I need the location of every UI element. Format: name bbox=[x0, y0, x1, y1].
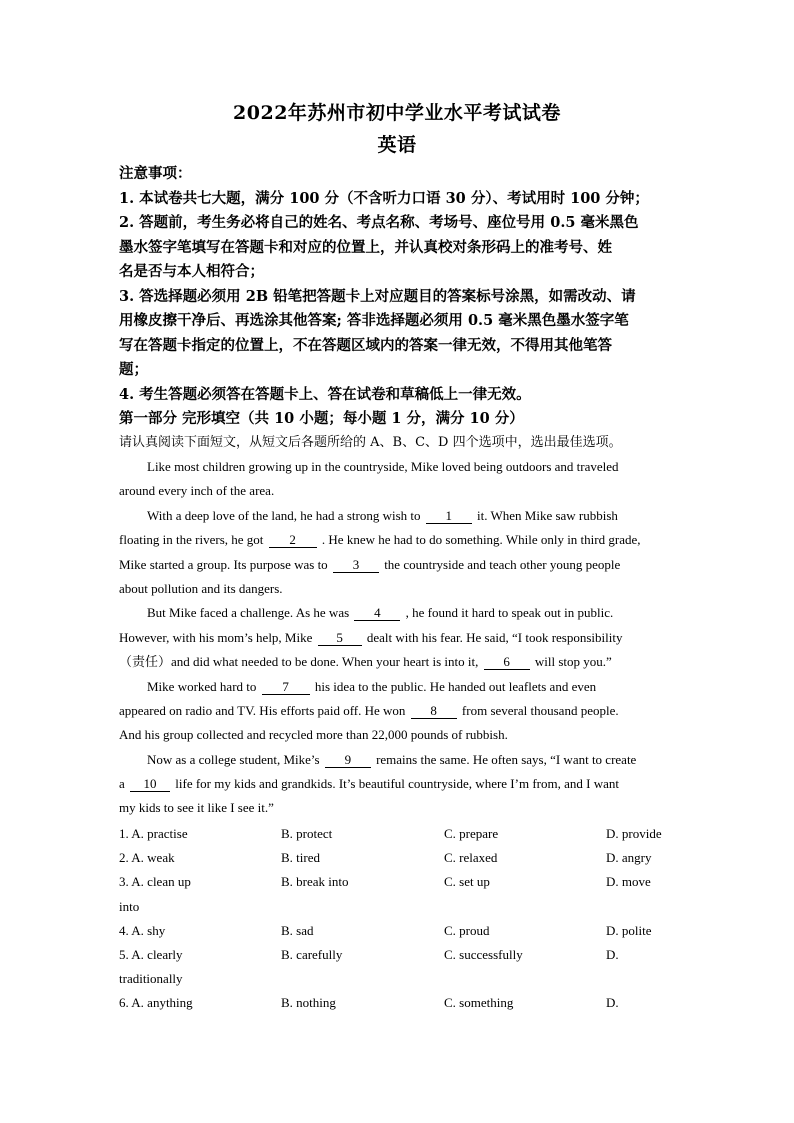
blank-8: 8 bbox=[411, 704, 457, 719]
note-line: 题； bbox=[119, 361, 148, 378]
note-line: 4. 考生答题必须答在答题卡上、答在试卷和草稿低上一律无效。 bbox=[119, 385, 531, 403]
blank-7: 7 bbox=[262, 680, 310, 695]
blank-1: 1 bbox=[426, 509, 472, 524]
option-c: C. prepare bbox=[444, 826, 499, 841]
option-d: D. move bbox=[606, 874, 651, 890]
answer-options bbox=[119, 822, 684, 1016]
passage-text: . He knew he had to do something. While only in third grade, bbox=[321, 532, 641, 548]
section-heading: 第一部分 完形填空（共 10 小题；每小题 1 分，满分 10 分） bbox=[119, 410, 524, 427]
passage-line bbox=[119, 528, 684, 552]
option-c: C. something bbox=[444, 995, 514, 1011]
passage-text: However, with his mom’s help, Mike bbox=[119, 629, 313, 645]
option-b: B. sad bbox=[281, 922, 314, 938]
note-line: 1. 本试卷共七大题，满分 100 分（不含听力口语 30 分）、考试用时 100 分钟； bbox=[119, 189, 649, 207]
passage-text: （责任）and did what needed to be done. When your heart is into it, bbox=[119, 654, 479, 670]
option-a: 2. A. weak bbox=[119, 850, 175, 866]
exam-title: 2022年苏州市初中学业水平考试试卷 bbox=[233, 102, 561, 124]
note-line: 用橡皮擦干净后、再选涂其他答案; 答非选择题必须用 0.5 毫米黑色墨水签字笔 bbox=[119, 312, 629, 329]
passage-text: , he found it hard to speak out in public. bbox=[405, 605, 614, 621]
option-b: B. protect bbox=[281, 826, 333, 841]
note-line: 写在答题卡指定的位置上，不在答题区域内的答案一律无效，不得用其他笔答 bbox=[119, 336, 612, 354]
option-row bbox=[119, 822, 684, 846]
option-row-wrap bbox=[119, 967, 684, 991]
passage-line bbox=[119, 553, 684, 577]
passage-line: about pollution and its dangers. bbox=[119, 580, 283, 596]
passage-text: life for my kids and grandkids. It’s beautiful countryside, where I’m from, and I want bbox=[175, 776, 619, 792]
option-row bbox=[119, 870, 684, 894]
passage-text: With a deep love of the land, he had a strong wish to bbox=[147, 507, 421, 523]
passage-text: it. When Mike saw rubbish bbox=[477, 507, 618, 523]
option-row bbox=[119, 991, 684, 1015]
passage-line bbox=[119, 699, 684, 723]
note-line: 3. 答选择题必须用 2B 铅笔把答题卡上对应题目的答案标号涂黑，如需改动、请 bbox=[119, 287, 636, 305]
option-d: D. angry bbox=[606, 850, 652, 866]
option-wrap-text: traditionally bbox=[119, 971, 183, 987]
exam-subject: 英语 bbox=[377, 134, 417, 156]
passage-text: Mike worked hard to bbox=[147, 678, 257, 694]
option-d: D. polite bbox=[606, 922, 652, 938]
notes-heading: 注意事项： bbox=[119, 165, 192, 182]
note-line: 名是否与本人相符合； bbox=[119, 263, 264, 280]
option-d: D. bbox=[606, 995, 619, 1011]
passage-text: will stop you.” bbox=[534, 654, 612, 670]
option-row bbox=[119, 919, 684, 943]
passage-text: floating in the rivers, he got bbox=[119, 532, 264, 548]
option-row-wrap bbox=[119, 895, 684, 919]
note-line: 墨水签字笔填写在答题卡和对应的位置上，并认真校对条形码上的准考号、姓 bbox=[119, 238, 612, 256]
option-a: 3. A. clean up bbox=[119, 874, 191, 890]
passage-line: And his group collected and recycled more than 22,000 pounds of rubbish. bbox=[119, 727, 508, 743]
passage-line: around every inch of the area. bbox=[119, 483, 275, 499]
passage-line bbox=[119, 772, 684, 796]
option-row bbox=[119, 943, 684, 967]
option-wrap-text: into bbox=[119, 898, 140, 914]
passage-text: from several thousand people. bbox=[461, 702, 619, 718]
passage-text: the countryside and teach other young people bbox=[384, 556, 621, 572]
passage-text: Mike started a group. Its purpose was to bbox=[119, 556, 328, 572]
passage-line: my kids to see it like I see it.” bbox=[119, 800, 274, 816]
option-b: B. break into bbox=[281, 874, 349, 890]
option-b: B. tired bbox=[281, 850, 320, 866]
blank-4: 4 bbox=[354, 606, 400, 621]
option-d: D. provide bbox=[606, 826, 662, 841]
option-row bbox=[119, 846, 684, 870]
option-d: D. bbox=[606, 946, 619, 962]
option-a: 1. A. practise bbox=[119, 826, 188, 841]
passage-text: appeared on radio and TV. His efforts paid off. He won bbox=[119, 702, 406, 718]
passage-text: his idea to the public. He handed out leaflets and even bbox=[314, 678, 597, 694]
passage-line bbox=[119, 748, 684, 772]
cloze-passage bbox=[119, 455, 684, 821]
passage-text: remains the same. He often says, “I want to create bbox=[376, 751, 637, 767]
option-c: C. relaxed bbox=[444, 850, 498, 866]
blank-5: 5 bbox=[318, 631, 362, 646]
passage-text: dealt with his fear. He said, “I took responsibility bbox=[366, 629, 623, 645]
option-c: C. set up bbox=[444, 874, 490, 890]
exam-notes bbox=[119, 162, 679, 432]
blank-2: 2 bbox=[269, 533, 317, 548]
option-a: 5. A. clearly bbox=[119, 946, 183, 962]
option-b: B. nothing bbox=[281, 995, 336, 1011]
option-a: 4. A. shy bbox=[119, 922, 166, 938]
passage-text: But Mike faced a challenge. As he was bbox=[147, 605, 350, 621]
passage-text: a bbox=[119, 776, 125, 792]
passage-line bbox=[119, 626, 684, 650]
passage-text: Now as a college student, Mike’s bbox=[147, 751, 320, 767]
option-b: B. carefully bbox=[281, 946, 343, 962]
section-instruction: 请认真阅读下面短文，从短文后各题所给的 A、B、C、D 四个选项中，选出最佳选项。 bbox=[119, 435, 622, 450]
option-a: 6. A. anything bbox=[119, 995, 193, 1011]
blank-6: 6 bbox=[484, 655, 530, 670]
blank-3: 3 bbox=[333, 558, 379, 573]
passage-line bbox=[119, 675, 684, 699]
option-c: C. proud bbox=[444, 922, 490, 938]
blank-10: 10 bbox=[130, 777, 170, 792]
option-c: C. successfully bbox=[444, 946, 523, 962]
passage-line bbox=[119, 650, 684, 674]
passage-line bbox=[119, 601, 684, 625]
blank-9: 9 bbox=[325, 753, 371, 768]
passage-line: Like most children growing up in the countryside, Mike loved being outdoors and traveled bbox=[147, 459, 619, 474]
passage-line bbox=[119, 504, 684, 528]
note-line: 2. 答题前，考生务必将自己的姓名、考点名称、考场号、座位号用 0.5 毫米黑色 bbox=[119, 214, 639, 231]
